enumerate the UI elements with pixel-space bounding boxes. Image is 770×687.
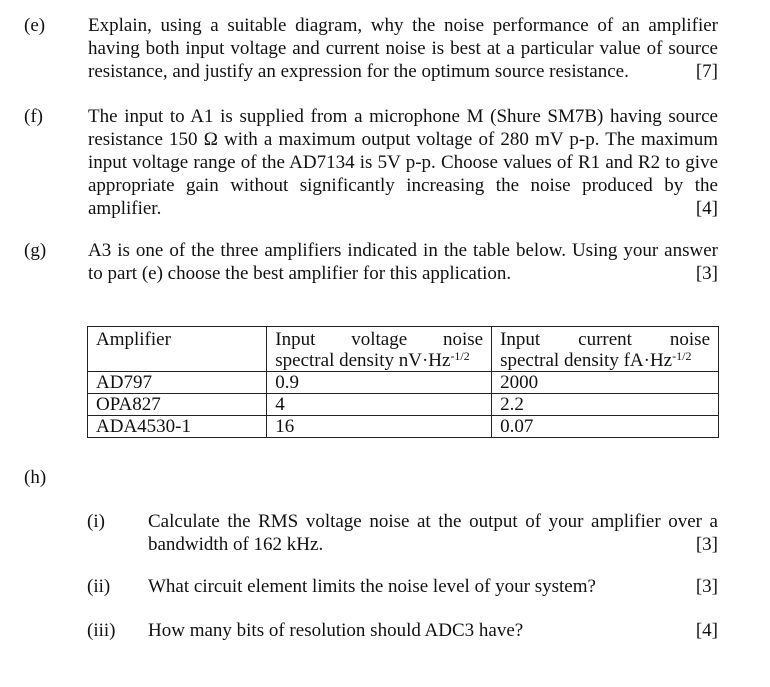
table-header-row — [88, 327, 719, 372]
cell-voltage-noise: 4 — [267, 394, 492, 416]
question-f-text — [88, 105, 718, 220]
table-row — [88, 416, 719, 438]
header-voltage-noise-line1: Input voltage noise — [275, 329, 484, 350]
header-voltage-noise-exponent: -1/2 — [450, 349, 470, 363]
question-e-marks: [7] — [695, 61, 718, 82]
question-f-body: The input to A1 is supplied from a microphone M (Shure SM7B) having source resistance 150 Ω with a maximum output voltage of 280 mV p-p. The maximum input voltage range of the AD7134 is 5V p-p. Choose values of R1 and R2 to give appropriate gain without significantly increasing the noise produced by the amplifier. — [88, 106, 718, 219]
question-h-iii-body: How many bits of resolution should ADC3 have? — [148, 620, 524, 641]
question-h-ii-marks: [3] — [695, 576, 718, 597]
cell-voltage-noise: 16 — [267, 416, 492, 438]
question-e-text — [88, 14, 718, 83]
table-row — [88, 394, 719, 416]
header-current-noise-line2: spectral density fA·Hz — [500, 350, 673, 371]
table-row — [88, 372, 719, 394]
cell-amplifier: ADA4530-1 — [88, 416, 267, 438]
question-h-ii-body: What circuit element limits the noise level of your system? — [148, 576, 596, 597]
question-g-marks: [3] — [695, 263, 718, 284]
question-h-ii-label: (ii) — [87, 576, 111, 597]
header-voltage-noise — [267, 327, 492, 372]
question-h-iii-label: (iii) — [87, 620, 116, 641]
question-g-body: A3 is one of the three amplifiers indicated in the table below. Using your answer to part (e) choose the best amplifier for this application. — [88, 240, 718, 284]
question-h-i-marks: [3] — [695, 534, 718, 555]
amplifier-table — [87, 326, 719, 438]
cell-amplifier: AD797 — [88, 372, 267, 394]
question-e-label: (e) — [24, 15, 46, 36]
cell-amplifier: OPA827 — [88, 394, 267, 416]
header-current-noise-line1: Input current noise — [500, 329, 710, 350]
question-h-ii-text — [148, 575, 718, 598]
header-voltage-noise-line2: spectral density nV·Hz — [275, 350, 451, 371]
question-h-i-text — [148, 510, 718, 556]
header-amplifier: Amplifier — [88, 327, 267, 372]
cell-current-noise: 0.07 — [492, 416, 719, 438]
cell-current-noise: 2000 — [492, 372, 719, 394]
question-f-label: (f) — [24, 106, 43, 127]
cell-current-noise: 2.2 — [492, 394, 719, 416]
question-h-iii-text — [148, 619, 718, 642]
question-h-label: (h) — [24, 467, 47, 488]
question-h-i-body: Calculate the RMS voltage noise at the output of your amplifier over a bandwidth of 162 kHz. — [148, 511, 718, 555]
header-current-noise-exponent: -1/2 — [672, 349, 692, 363]
question-g-label: (g) — [24, 240, 47, 261]
question-f-marks: [4] — [695, 198, 718, 219]
question-h-iii-marks: [4] — [695, 620, 718, 641]
question-e-body: Explain, using a suitable diagram, why the noise performance of an amplifier having both input voltage and current noise is best at a particular value of source resistance, and justify an expression for the optimum source resistance. — [88, 15, 718, 82]
question-g-text — [88, 239, 718, 285]
cell-voltage-noise: 0.9 — [267, 372, 492, 394]
question-h-i-label: (i) — [87, 511, 105, 532]
header-current-noise — [492, 327, 719, 372]
